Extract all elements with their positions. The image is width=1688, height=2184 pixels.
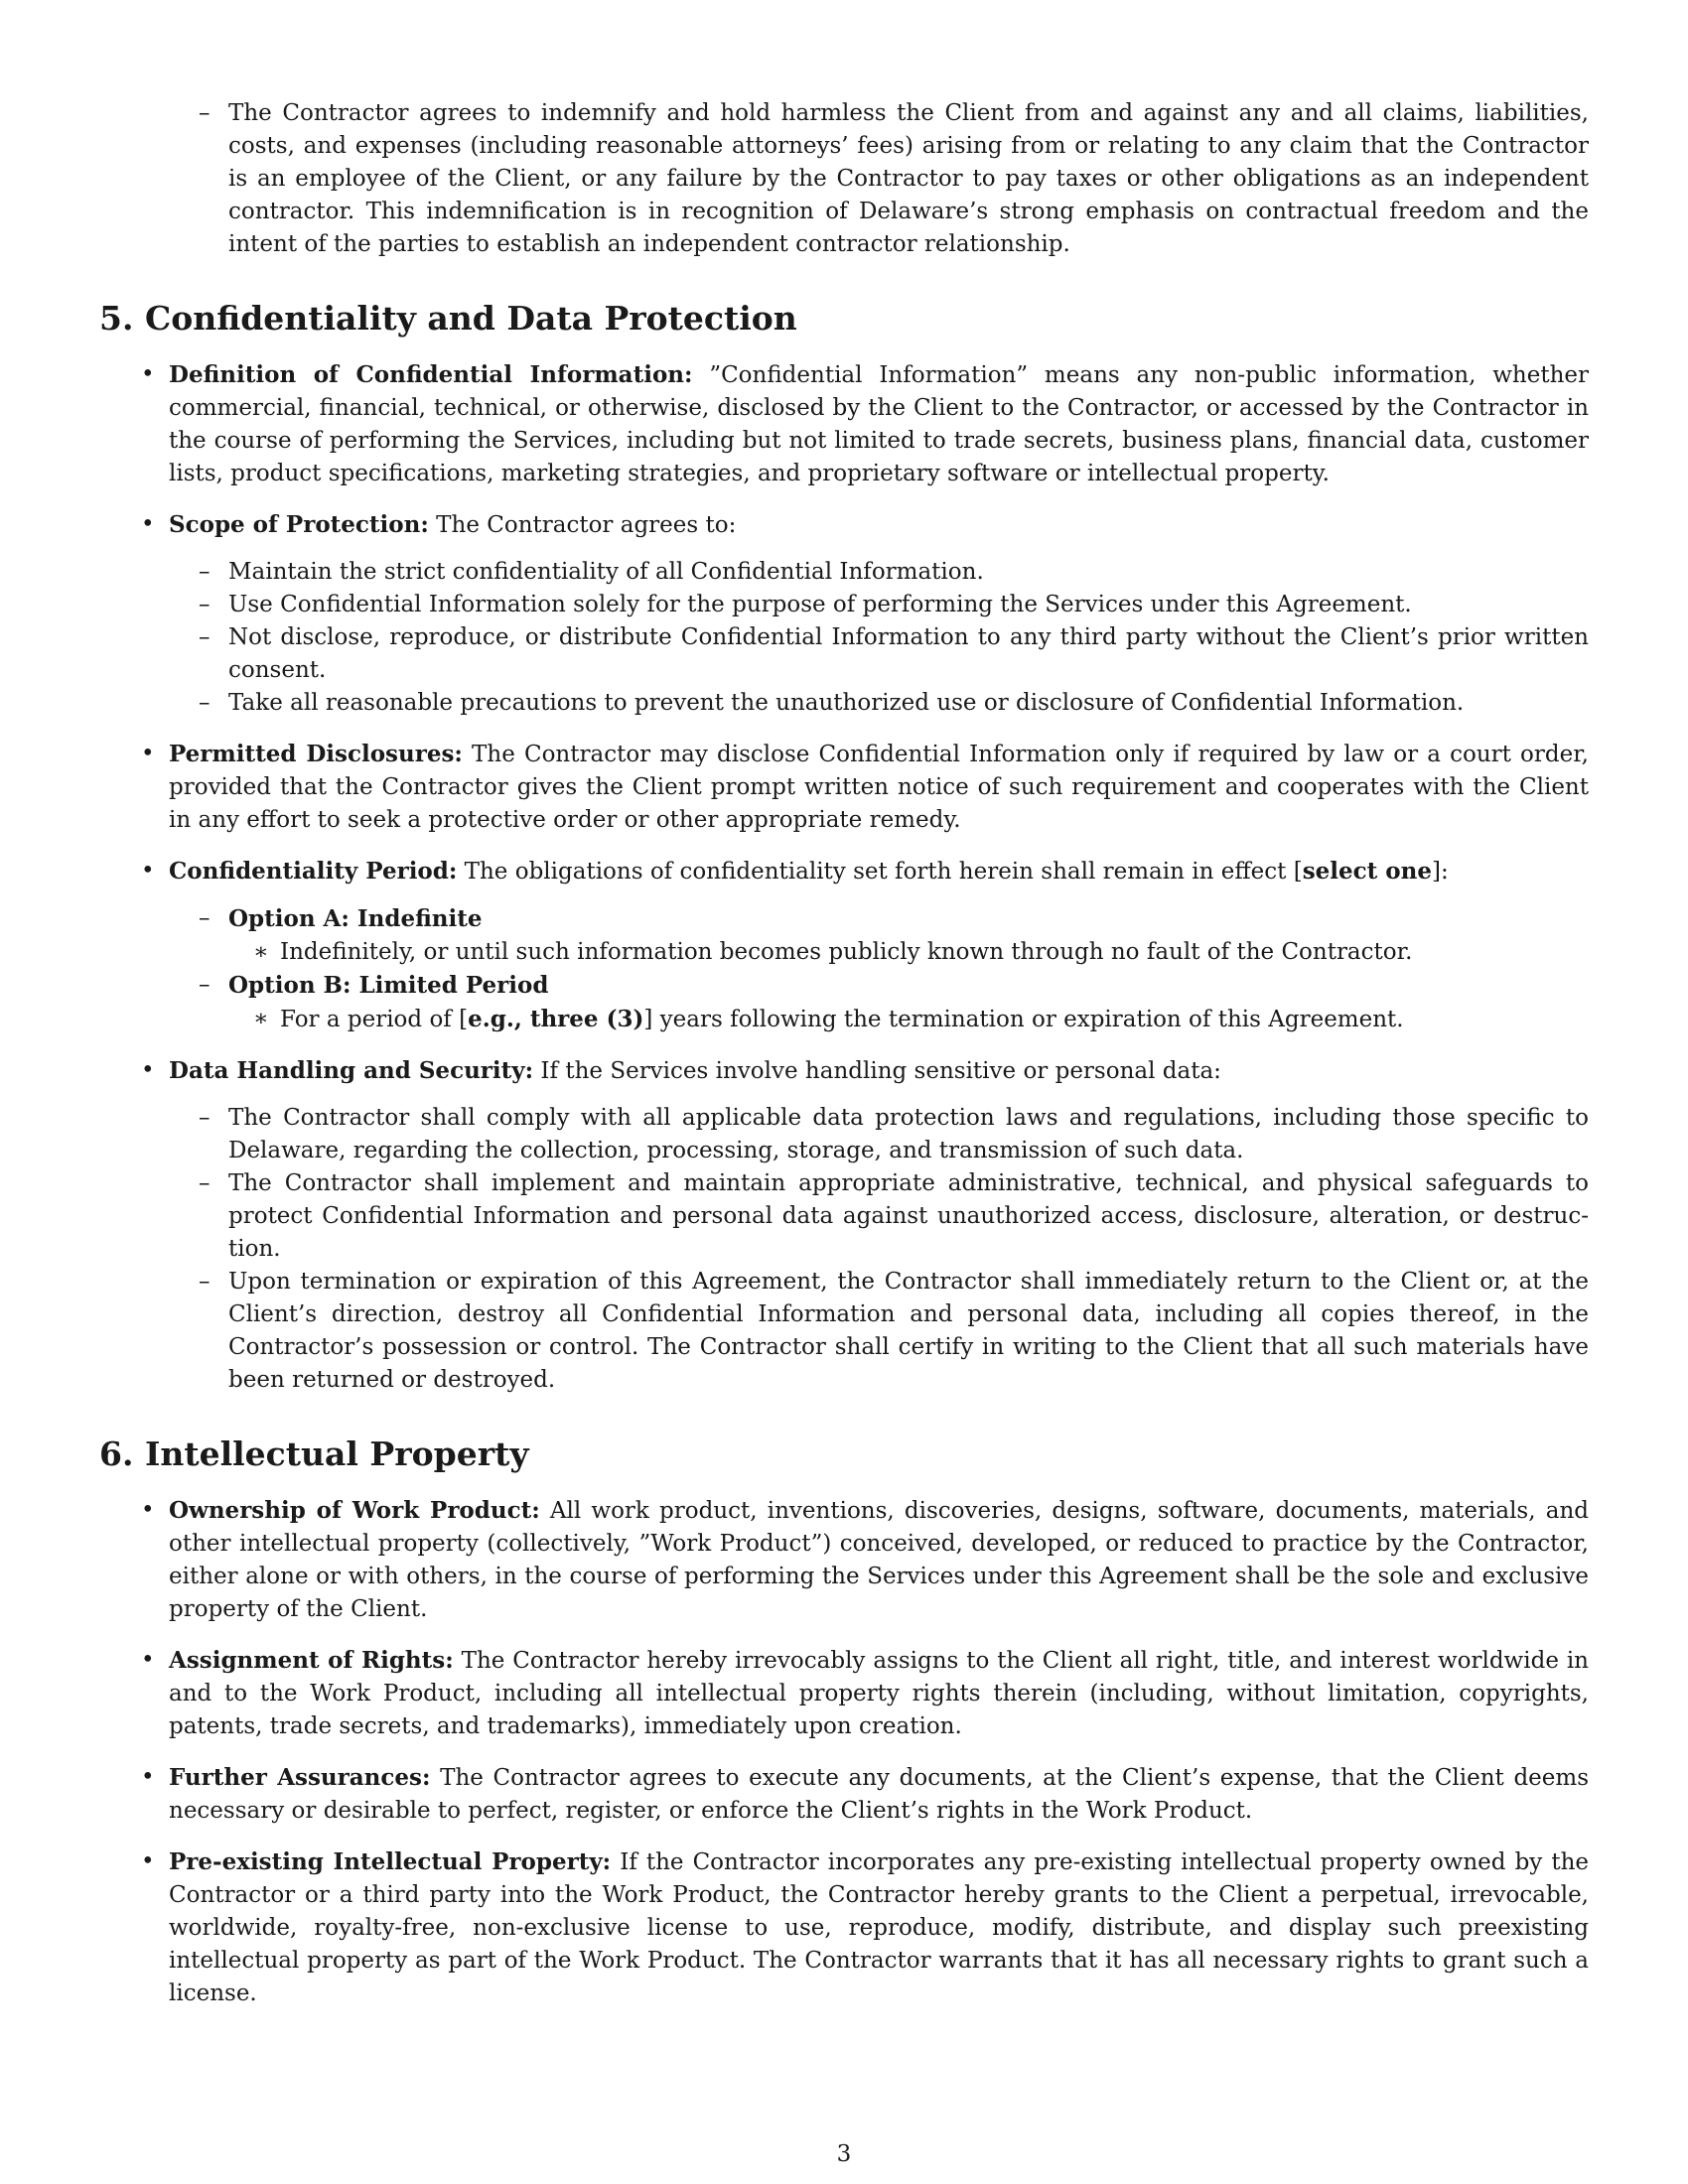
bullet-marker: •	[141, 1848, 155, 1874]
bullet-marker: •	[141, 1764, 155, 1790]
scope-item-text: Maintain the strict confidentiality of all Confidential Information.	[228, 559, 984, 585]
option-b-detail	[99, 1003, 1589, 1036]
ownership-text: All work product, inventions, discoveries, designs, software, documents, materials, and other intellectual property (collectively, ”Work Product”) conceived, developed, or reduced to practice by the Contractor, either alone or with others, in the course of performing the Services under this Agreement shall be the sole and exclusive property of the Client.	[169, 1498, 1589, 1622]
option-b-post: ] years following the termination or expiration of this Agreement.	[643, 1007, 1404, 1032]
bullet-marker: •	[141, 511, 155, 537]
preexisting-text: If the Contractor incorporates any pre-existing intellectual property owned by the Contractor or a third party into the Work Product, the Contractor hereby grants to the Client a perpetual, irrevocable, worldwide, royalty-free, non-exclusive license to use, reproduce, modify, distribute, and display such preexisting intellectual property as part of the Work Product. The Contractor warrants that it has all necessary rights to grant such a license.	[169, 1849, 1589, 2006]
dash-marker: –	[199, 690, 211, 716]
scope-bullet	[99, 508, 1589, 542]
assurances-label: Further Assurances:	[169, 1764, 431, 1791]
definition-label: Definition of Confidential Information:	[169, 361, 693, 388]
dash-marker: –	[199, 1269, 211, 1295]
ownership-bullet	[99, 1494, 1589, 1626]
bullet-marker: •	[141, 1497, 155, 1523]
dash-marker: –	[199, 972, 211, 998]
data-label: Data Handling and Security:	[169, 1057, 534, 1084]
section-5-heading: 5. Confidentiality and Data Protection	[99, 299, 797, 338]
assignment-bullet	[99, 1644, 1589, 1743]
scope-item-text: Not disclose, reproduce, or distribute Confidential Information to any third party without the Client’s prior written consent.	[228, 624, 1589, 683]
option-b-label: Option B: Limited Period	[228, 972, 549, 999]
scope-list	[99, 556, 1589, 720]
option-b-pre: For a period of [	[280, 1007, 469, 1032]
page-number: 3	[836, 2141, 852, 2167]
dash-marker: –	[199, 592, 211, 617]
permitted-text: The Contractor may disclose Confidential Information only if required by law or a court order, provided that the Contractor gives the Client prompt written notice of such requirement and cooperates with the Client in any effort to seek a protective order or other appropriate remedy.	[169, 742, 1589, 833]
data-list	[99, 1102, 1589, 1397]
indemnification-text: The Contractor agrees to indemnify and hold harmless the Client from and against any and all claims, liabilities, costs, and expenses (including reasonable attorneys’ fees) arising from or relating to any claim that the Contractor is an employee of the Client, or any failure by the Contractor to pay taxes or other obligations as an independent contractor. This indemnification is in recognition of Delaware’s strong emphasis on contractual freedom and the intent of the parties to establish an independent contractor relationship.	[228, 100, 1589, 257]
period-label: Confidentiality Period:	[169, 858, 458, 885]
scope-item-text: Use Confidential Information solely for the purpose of performing the Services under this Agreement.	[228, 592, 1412, 617]
scope-item	[99, 556, 1589, 589]
dash-marker: –	[199, 559, 211, 585]
permitted-label: Permitted Disclosures:	[169, 741, 463, 767]
dash-marker: –	[199, 624, 211, 650]
bullet-marker: •	[141, 741, 155, 766]
definition-text: ”Confidential Information” means any non-public information, whether commercial, financial, technical, or otherwise, disclosed by the Client to the Contractor, or accessed by the Contractor in the course of performing the Services, including but not limited to trade secrets, business plans, financial data, customer lists, product specifications, marketing strategies, and proprietary software or intellectual property.	[169, 362, 1589, 486]
bullet-marker: •	[141, 858, 155, 884]
bullet-marker: •	[141, 361, 155, 387]
scope-item	[99, 687, 1589, 720]
bullet-marker: •	[141, 1057, 155, 1083]
assurances-bullet	[99, 1761, 1589, 1828]
scope-text: The Contractor agrees to:	[428, 512, 737, 538]
asterisk-marker: ∗	[253, 939, 269, 965]
scope-label: Scope of Protection:	[169, 511, 429, 538]
period-text: The obligations of confidentiality set forth herein shall remain in effect [	[457, 859, 1303, 885]
indemnification-item	[99, 97, 1589, 261]
ownership-label: Ownership of Work Product:	[169, 1497, 540, 1524]
data-text: If the Services involve handling sensitive or personal data:	[533, 1058, 1221, 1084]
data-item-text: The Contractor shall implement and maintain appropriate administrative, technical, and physical safeguards to protect Confidential Information and personal data against unauthorized access, disclosure, alteration, or destruction.	[228, 1170, 1589, 1262]
section-5	[99, 297, 1589, 1397]
dash-marker: –	[199, 100, 211, 126]
data-item	[99, 1102, 1589, 1167]
option-a	[99, 902, 1589, 936]
scope-item	[99, 621, 1589, 687]
asterisk-marker: ∗	[253, 1006, 269, 1031]
option-b-bold: e.g., three (3)	[468, 1006, 644, 1032]
period-options	[99, 902, 1589, 1036]
period-bullet	[99, 855, 1589, 888]
data-item-text: Upon termination or expiration of this Agreement, the Contractor shall immediately return to the Client or, at the Client’s direction, destroy all Confidential Information and personal data, including all copies thereof, in the Contractor’s possession or control. The Contractor shall certify in writing to the Client that all such materials have been returned or destroyed.	[228, 1269, 1589, 1393]
option-a-detail	[99, 936, 1589, 969]
preexisting-label: Pre-existing Intellectual Property:	[169, 1848, 612, 1875]
page-content	[99, 97, 1589, 2010]
assignment-label: Assignment of Rights:	[169, 1647, 454, 1674]
data-bullet	[99, 1054, 1589, 1088]
option-a-label: Option A: Indefinite	[228, 905, 483, 932]
option-a-text: Indefinitely, or until such information becomes publicly known through no fault of the Contractor.	[280, 939, 1413, 965]
period-text-end: ]:	[1432, 859, 1449, 885]
permitted-bullet	[99, 738, 1589, 837]
data-item	[99, 1266, 1589, 1397]
section-6-heading: 6. Intellectual Property	[99, 1434, 529, 1473]
scope-item	[99, 589, 1589, 621]
definition-bullet	[99, 358, 1589, 490]
option-b	[99, 969, 1589, 1003]
dash-marker: –	[199, 1105, 211, 1131]
data-item-text: The Contractor shall comply with all applicable data protection laws and regulations, including those specific to Delaware, regarding the collection, processing, storage, and transmission of such data.	[228, 1105, 1589, 1163]
bullet-marker: •	[141, 1647, 155, 1673]
data-item	[99, 1167, 1589, 1266]
scope-item-text: Take all reasonable precautions to prevent the unauthorized use or disclosure of Confidential Information.	[228, 690, 1465, 716]
period-select: select one	[1302, 858, 1432, 885]
dash-marker: –	[199, 1170, 211, 1196]
preexisting-bullet	[99, 1845, 1589, 2010]
assurances-text: The Contractor agrees to execute any documents, at the Client’s expense, that the Client deems necessary or desirable to perfect, register, or enforce the Client’s rights in the Work Product.	[169, 1765, 1589, 1824]
assignment-text: The Contractor hereby irrevocably assigns to the Client all right, title, and interest worldwide in and to the Work Product, including all intellectual property rights therein (including, without limitation, copyrights, patents, trade secrets, and trademarks), immediately upon creation.	[169, 1648, 1589, 1739]
section-6	[99, 1433, 1589, 2010]
dash-marker: –	[199, 905, 211, 931]
